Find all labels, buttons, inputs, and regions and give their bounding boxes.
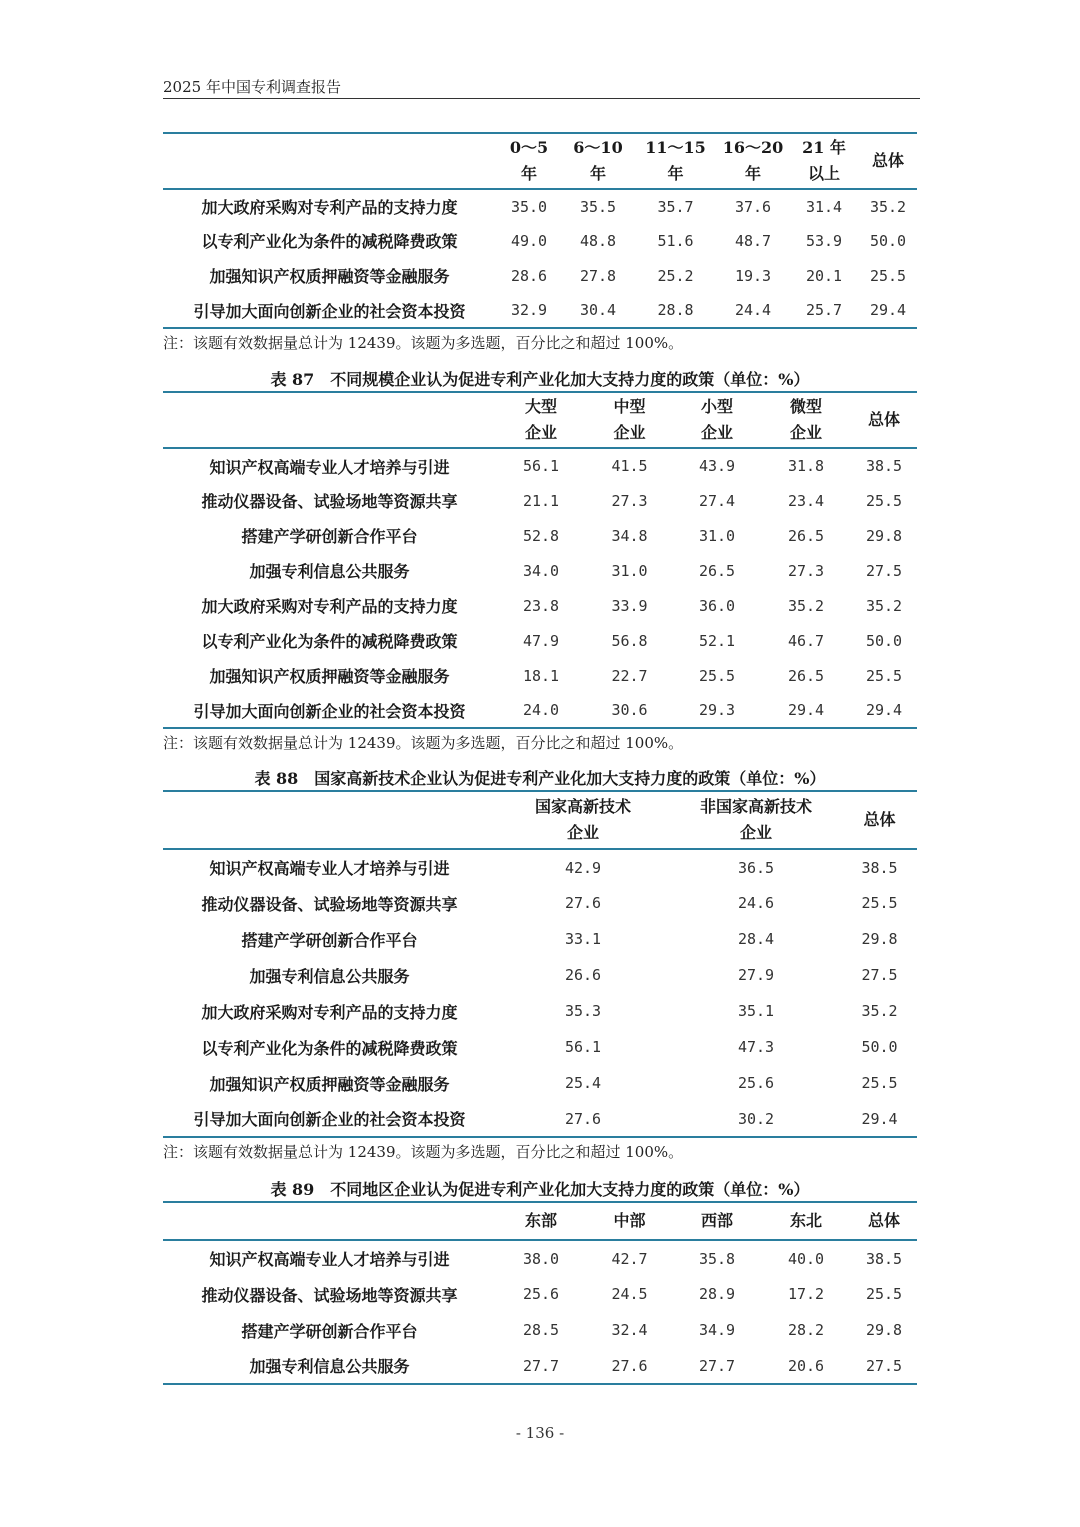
cell: 29.4 — [851, 693, 917, 728]
table-4 — [163, 1201, 917, 1385]
cell: 47.3 — [737, 1038, 775, 1056]
cell: 50.0 — [861, 1038, 898, 1056]
table-1-block — [163, 132, 917, 353]
cell: 34.9 — [698, 1321, 736, 1339]
cell: 26.5 — [787, 526, 825, 545]
row-label: 推动仪器设备、试验场地等资源共享 — [201, 894, 458, 914]
cell: 35.2 — [869, 197, 907, 216]
row-label: 以专利产业化为条件的减税降费政策 — [201, 1038, 458, 1058]
table-1-col-header: 16～20 年 — [717, 133, 789, 189]
cell: 30.4 — [562, 293, 634, 328]
cell: 28.8 — [634, 293, 717, 328]
cell: 25.5 — [861, 894, 898, 912]
cell: 56.1 — [564, 1038, 602, 1056]
cell: 40.0 — [787, 1249, 825, 1268]
cell: 36.5 — [737, 858, 775, 877]
cell: 27.7 — [496, 1348, 586, 1384]
row-label: 加强知识产权质押融资等金融服务 — [209, 1074, 450, 1094]
cell: 23.8 — [522, 596, 560, 615]
table-row — [163, 623, 917, 658]
row-label: 加强专利信息公共服务 — [249, 562, 410, 581]
table-row — [163, 693, 917, 728]
table-4-col-header: 中部 — [586, 1202, 673, 1240]
cell: 27.4 — [698, 491, 736, 510]
cell: 34.8 — [611, 526, 648, 545]
table-row — [163, 518, 917, 553]
cell: 29.3 — [673, 693, 761, 728]
cell: 25.7 — [789, 293, 859, 328]
row-label: 以专利产业化为条件的减税降费政策 — [201, 232, 458, 251]
table-row — [163, 658, 917, 693]
cell: 24.4 — [717, 293, 789, 328]
cell: 48.7 — [734, 231, 772, 250]
table-3 — [163, 790, 917, 1138]
table-row — [163, 223, 917, 258]
row-label: 引导加大面向创新企业的社会资本投资 — [163, 693, 496, 728]
table-4-block — [163, 1201, 917, 1385]
cell: 35.8 — [698, 1249, 736, 1268]
cell: 28.6 — [510, 266, 548, 285]
cell: 52.1 — [698, 631, 736, 650]
cell: 52.8 — [522, 526, 560, 545]
table-row — [163, 1101, 917, 1137]
cell: 22.7 — [611, 666, 648, 685]
cell: 25.5 — [869, 266, 907, 285]
cell: 46.7 — [787, 631, 825, 650]
table-row — [163, 921, 917, 957]
row-label: 引导加大面向创新企业的社会资本投资 — [163, 293, 496, 328]
cell: 17.2 — [787, 1285, 825, 1303]
cell: 25.5 — [698, 666, 736, 685]
cell: 35.0 — [510, 197, 548, 216]
cell: 28.9 — [698, 1285, 736, 1303]
cell: 25.5 — [865, 1285, 903, 1303]
cell: 32.4 — [611, 1321, 648, 1339]
table-4-caption: 表 89 不同地区企业认为促进专利产业化加大支持力度的政策（单位：%） — [270, 1180, 810, 1199]
cell: 25.6 — [522, 1285, 560, 1303]
cell: 37.6 — [734, 197, 772, 216]
table-4-col-header: 总体 — [851, 1202, 917, 1240]
cell: 29.4 — [859, 293, 917, 328]
cell: 26.6 — [564, 966, 602, 984]
cell: 27.6 — [586, 1348, 673, 1384]
table-row — [163, 957, 917, 993]
cell: 25.4 — [564, 1074, 602, 1092]
row-label: 搭建产学研创新合作平台 — [241, 930, 418, 950]
cell: 25.5 — [861, 1074, 898, 1092]
table-row — [163, 1065, 917, 1101]
cell: 35.1 — [737, 1002, 775, 1020]
table-3-col-header: 非国家高新技术 企业 — [670, 791, 842, 849]
table-2 — [163, 391, 917, 729]
table-row — [163, 993, 917, 1029]
table-row — [163, 849, 917, 885]
table-1-col-header: 21 年 以上 — [789, 133, 859, 189]
cell: 25.2 — [657, 266, 694, 285]
row-label: 引导加大面向创新企业的社会资本投资 — [163, 1101, 496, 1137]
row-label: 推动仪器设备、试验场地等资源共享 — [201, 492, 458, 511]
table-1-col-header: 11～15 年 — [634, 133, 717, 189]
table-1-col-header: 0～5 年 — [496, 133, 562, 189]
table-2-caption: 表 87 不同规模企业认为促进专利产业化加大支持力度的政策（单位：%） — [270, 370, 810, 389]
cell: 27.3 — [611, 491, 648, 510]
cell: 35.2 — [787, 596, 825, 615]
cell: 29.8 — [865, 1321, 903, 1339]
cell: 48.8 — [579, 231, 617, 250]
table-2-col-header: 中型 企业 — [586, 392, 673, 448]
row-label: 加大政府采购对专利产品的支持力度 — [201, 1002, 458, 1022]
cell: 35.7 — [657, 197, 694, 216]
table-2-col-header: 大型 企业 — [496, 392, 586, 448]
row-label: 加强专利信息公共服务 — [249, 966, 410, 986]
cell: 24.6 — [737, 894, 775, 912]
table-2-col-header: 总体 — [851, 392, 917, 448]
cell: 26.5 — [787, 666, 825, 685]
cell: 41.5 — [611, 457, 648, 475]
cell: 27.5 — [865, 561, 903, 580]
cell: 29.4 — [761, 693, 851, 728]
table-2-col-header: 微型 企业 — [761, 392, 851, 448]
cell: 56.8 — [611, 631, 648, 650]
cell: 33.1 — [564, 930, 602, 948]
running-header: 2025 年中国专利调查报告 — [163, 78, 341, 96]
cell: 27.5 — [851, 1348, 917, 1384]
table-1-col-header: 6～10 年 — [562, 133, 634, 189]
cell: 24.5 — [611, 1285, 648, 1303]
table-2-corner — [163, 392, 496, 448]
row-label: 搭建产学研创新合作平台 — [241, 527, 418, 546]
cell: 31.0 — [698, 526, 736, 545]
cell: 35.2 — [865, 596, 903, 615]
table-2-block — [163, 391, 917, 753]
cell: 34.0 — [522, 561, 560, 580]
cell: 31.4 — [805, 197, 843, 216]
cell: 28.5 — [522, 1321, 560, 1339]
cell: 30.2 — [670, 1101, 842, 1137]
table-1 — [163, 132, 917, 329]
cell: 25.5 — [865, 491, 903, 510]
table-4-col-header: 东部 — [496, 1202, 586, 1240]
cell: 50.0 — [869, 231, 907, 250]
cell: 25.6 — [737, 1074, 775, 1092]
cell: 50.0 — [865, 631, 903, 650]
cell: 29.8 — [865, 526, 903, 545]
table-row — [163, 553, 917, 588]
cell: 38.5 — [861, 858, 898, 877]
cell: 27.6 — [496, 1101, 670, 1137]
table-4-corner — [163, 1202, 496, 1240]
table-row — [163, 1029, 917, 1065]
cell: 38.5 — [865, 457, 903, 475]
row-label: 推动仪器设备、试验场地等资源共享 — [201, 1285, 458, 1305]
table-row — [163, 1348, 917, 1384]
cell: 28.2 — [787, 1321, 825, 1339]
cell: 27.3 — [787, 561, 825, 580]
row-label: 加强知识产权质押融资等金融服务 — [209, 667, 450, 686]
table-row — [163, 1312, 917, 1348]
table-4-col-header: 西部 — [673, 1202, 761, 1240]
cell: 36.0 — [698, 596, 736, 615]
table-1-corner — [163, 133, 496, 189]
table-3-corner — [163, 791, 496, 849]
row-label: 搭建产学研创新合作平台 — [241, 1321, 418, 1341]
cell: 27.7 — [673, 1348, 761, 1384]
cell: 35.3 — [564, 1002, 602, 1020]
cell: 27.6 — [564, 894, 602, 912]
row-label: 知识产权高端专业人才培养与引进 — [209, 1250, 450, 1269]
table-row — [163, 189, 917, 223]
row-label: 以专利产业化为条件的减税降费政策 — [201, 632, 458, 651]
row-label: 知识产权高端专业人才培养与引进 — [209, 457, 450, 477]
table-3-block — [163, 790, 917, 1162]
table-row — [163, 258, 917, 293]
table-row — [163, 588, 917, 623]
row-label: 加大政府采购对专利产品的支持力度 — [201, 597, 458, 616]
table-row — [163, 1276, 917, 1312]
table-3-col-header: 国家高新技术 企业 — [496, 791, 670, 849]
table-1-col-header: 总体 — [859, 133, 917, 189]
cell: 43.9 — [698, 457, 736, 475]
cell: 38.5 — [865, 1249, 903, 1268]
cell: 23.4 — [787, 491, 825, 510]
cell: 49.0 — [510, 231, 548, 250]
cell: 35.5 — [579, 197, 617, 216]
cell: 47.9 — [522, 631, 560, 650]
cell: 29.8 — [861, 930, 898, 948]
cell: 25.5 — [865, 666, 903, 685]
cell: 31.0 — [611, 561, 648, 580]
cell: 35.2 — [861, 1002, 898, 1020]
cell: 28.4 — [737, 930, 775, 948]
cell: 42.7 — [611, 1249, 648, 1268]
table-row — [163, 1240, 917, 1276]
table-row — [163, 885, 917, 921]
table-row — [163, 293, 917, 328]
cell: 27.9 — [737, 966, 775, 984]
cell: 53.9 — [805, 231, 843, 250]
cell: 56.1 — [522, 457, 560, 475]
cell: 18.1 — [522, 666, 560, 685]
cell: 20.6 — [761, 1348, 851, 1384]
table-3-col-header: 总体 — [842, 791, 917, 849]
table-4-col-header: 东北 — [761, 1202, 851, 1240]
table-row — [163, 448, 917, 483]
cell: 32.9 — [496, 293, 562, 328]
cell: 29.4 — [842, 1101, 917, 1137]
table-3-note: 注：该题有效数据量总计为 12439。该题为多选题，百分比之和超过 100%。 — [163, 1143, 684, 1161]
cell: 27.5 — [861, 966, 898, 984]
row-label: 加大政府采购对专利产品的支持力度 — [201, 198, 458, 217]
row-label: 加强知识产权质押融资等金融服务 — [209, 267, 450, 286]
cell: 33.9 — [611, 596, 648, 615]
cell: 38.0 — [522, 1249, 560, 1268]
cell: 20.1 — [805, 266, 843, 285]
cell: 31.8 — [787, 457, 825, 475]
table-1-note: 注：该题有效数据量总计为 12439。该题为多选题，百分比之和超过 100%。 — [163, 334, 684, 352]
cell: 27.8 — [579, 266, 617, 285]
table-2-note: 注：该题有效数据量总计为 12439。该题为多选题，百分比之和超过 100%。 — [163, 734, 684, 752]
cell: 51.6 — [657, 231, 694, 250]
header-rule — [163, 98, 920, 99]
cell: 19.3 — [734, 266, 772, 285]
row-label: 知识产权高端专业人才培养与引进 — [209, 859, 450, 878]
cell: 42.9 — [564, 858, 602, 877]
row-label: 加强专利信息公共服务 — [163, 1348, 496, 1384]
table-2-col-header: 小型 企业 — [673, 392, 761, 448]
table-3-caption: 表 88 国家高新技术企业认为促进专利产业化加大支持力度的政策（单位：%） — [254, 769, 826, 788]
page-number: - 136 - — [515, 1424, 565, 1442]
cell: 21.1 — [522, 491, 560, 510]
cell: 24.0 — [496, 693, 586, 728]
cell: 26.5 — [698, 561, 736, 580]
cell: 30.6 — [586, 693, 673, 728]
table-row — [163, 483, 917, 518]
